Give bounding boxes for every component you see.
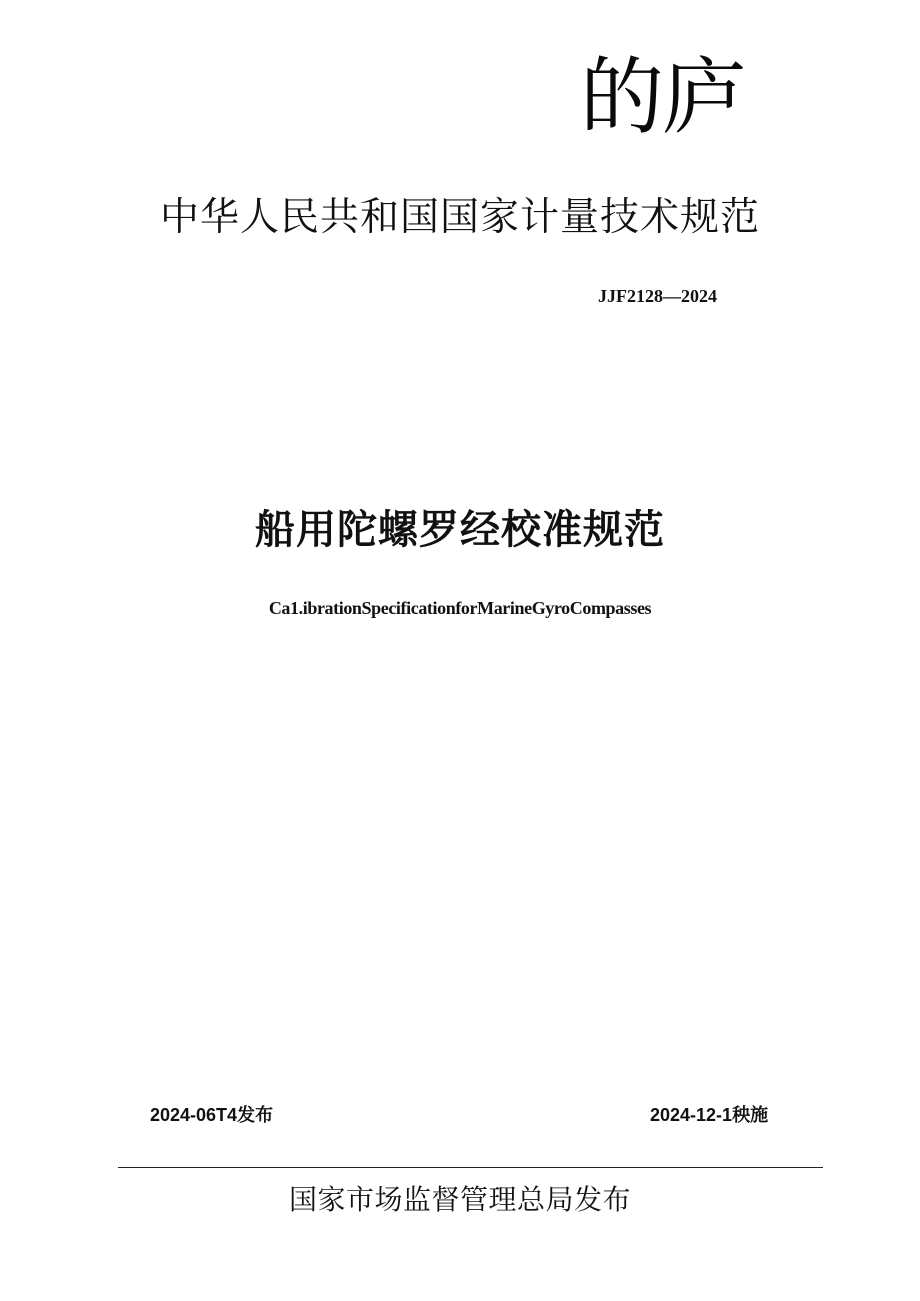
standard-code: JJF2128—2024 <box>598 286 717 306</box>
series-title: 中华人民共和国国家计量技术规范 <box>159 195 760 240</box>
document-title: 船用陀螺罗经校准规范 <box>255 507 665 553</box>
publisher: 国家市场监督管理总局发布 <box>288 1183 631 1216</box>
logo-mark: 的庐 <box>580 48 745 146</box>
footer-divider <box>118 1167 823 1168</box>
issue-date: 2024-06T4发布 <box>150 1105 274 1125</box>
effective-date: 2024-12-1秧施 <box>650 1105 769 1125</box>
document-title-english: Ca1.ibrationSpecificationforMarineGyroCompasses <box>268 598 652 618</box>
